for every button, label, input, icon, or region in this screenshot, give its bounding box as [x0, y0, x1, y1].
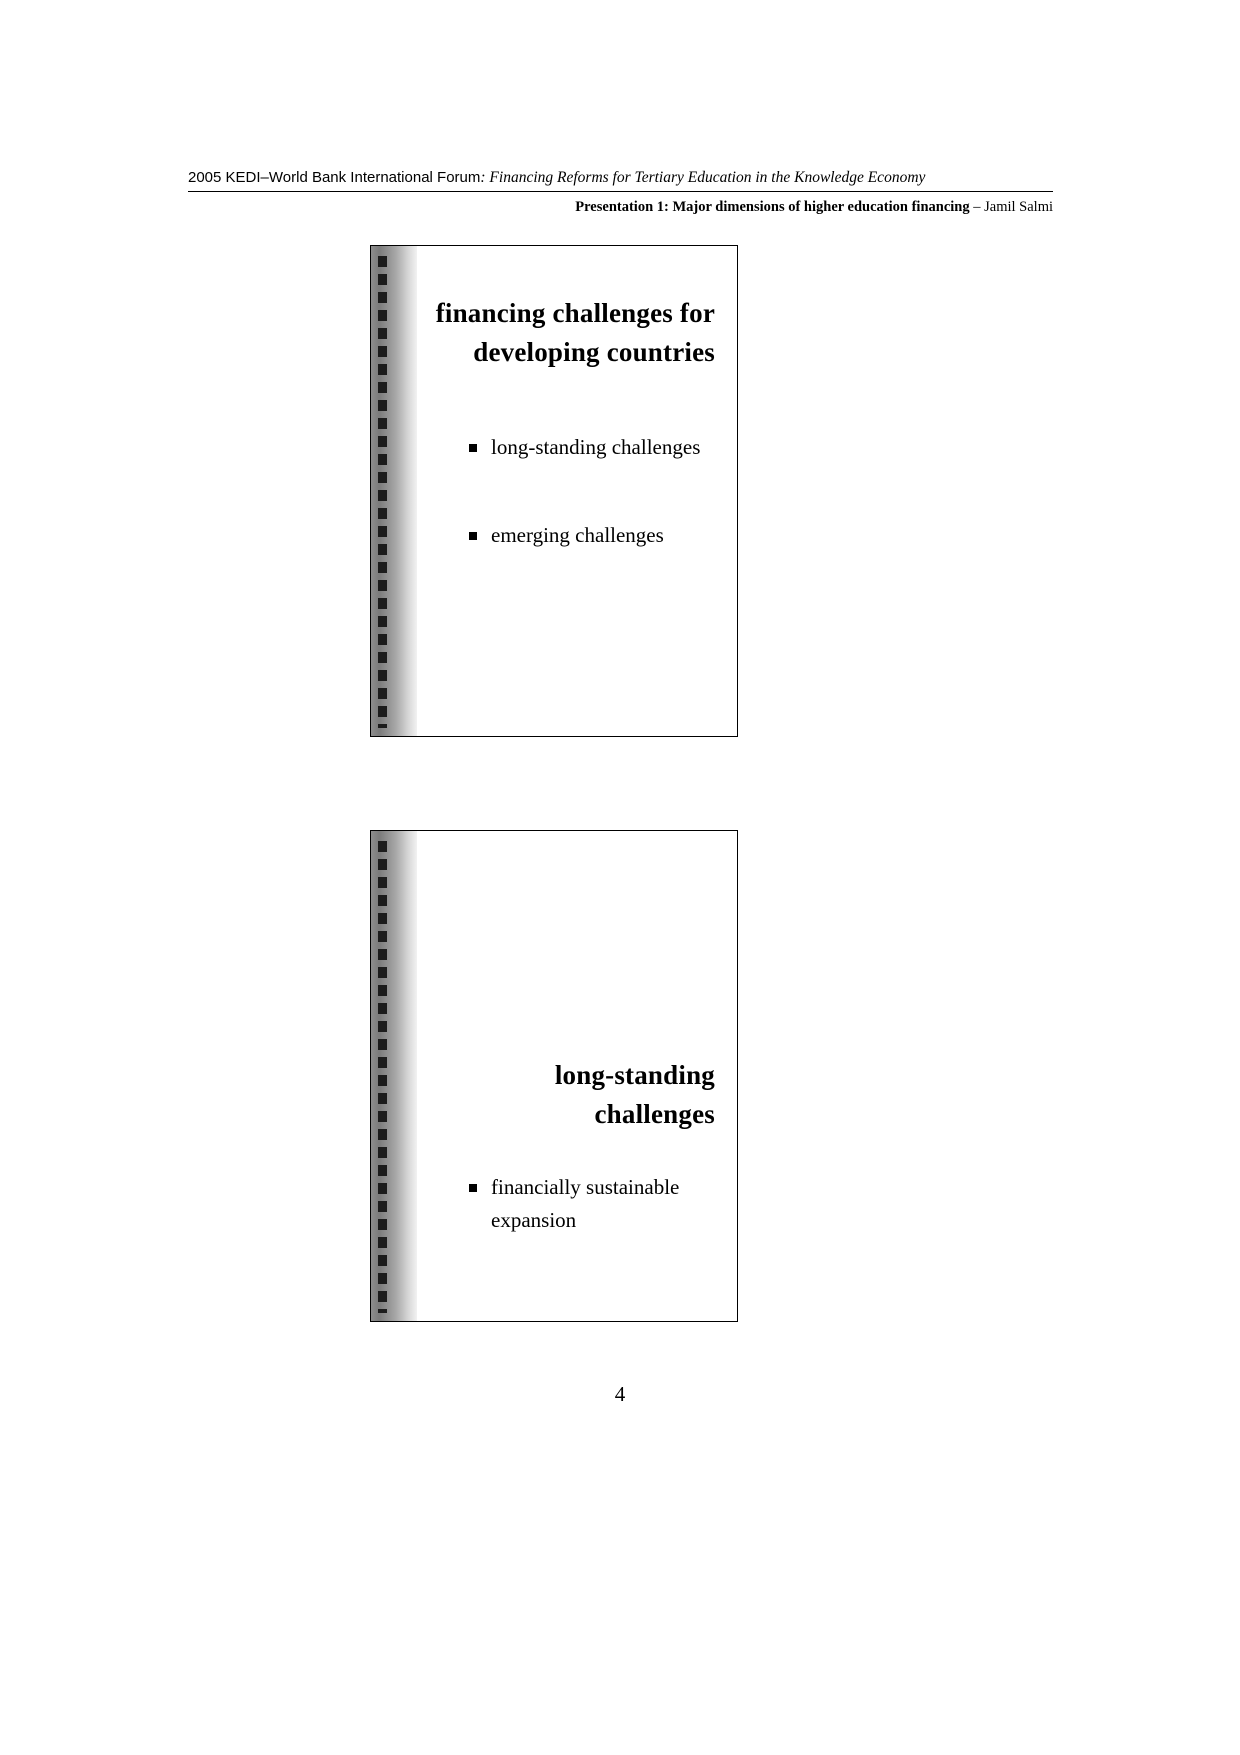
slide-2-bullet-1: financially sustainable expansion [469, 1171, 719, 1237]
slide-2 [370, 830, 738, 1322]
slide-2-body [417, 831, 737, 1321]
header-forum-title: 2005 KEDI–World Bank International Forum [188, 169, 481, 186]
page-header [188, 168, 1053, 216]
slide-1-title: financing challenges for developing countries [435, 298, 715, 367]
header-presentation-label: Presentation 1: Major dimensions of higher education financing [575, 199, 970, 215]
header-presenter: – Jamil Salmi [969, 199, 1053, 215]
slide-1 [370, 245, 738, 737]
slide-1-bullet-2: emerging challenges [469, 519, 719, 552]
header-presentation-line [188, 199, 1053, 216]
slide-1-bullet-list [469, 431, 719, 607]
slide-2-bullet-list [469, 1171, 719, 1237]
header-divider [188, 191, 1053, 192]
slide-1-body [417, 246, 737, 736]
slide-2-dash-strip [378, 841, 387, 1313]
slide-1-bullet-1: long-standing challenges [469, 431, 719, 464]
page-number: 4 [614, 1382, 626, 1406]
slide-2-side-bar [371, 831, 417, 1321]
slide-1-dash-strip [378, 256, 387, 728]
slide-1-side-bar [371, 246, 417, 736]
slide-2-title: long-standing challenges [554, 1060, 715, 1129]
header-forum-subtitle: : Financing Reforms for Tertiary Education in the Knowledge Economy [480, 169, 926, 186]
header-forum-line [188, 168, 1053, 188]
